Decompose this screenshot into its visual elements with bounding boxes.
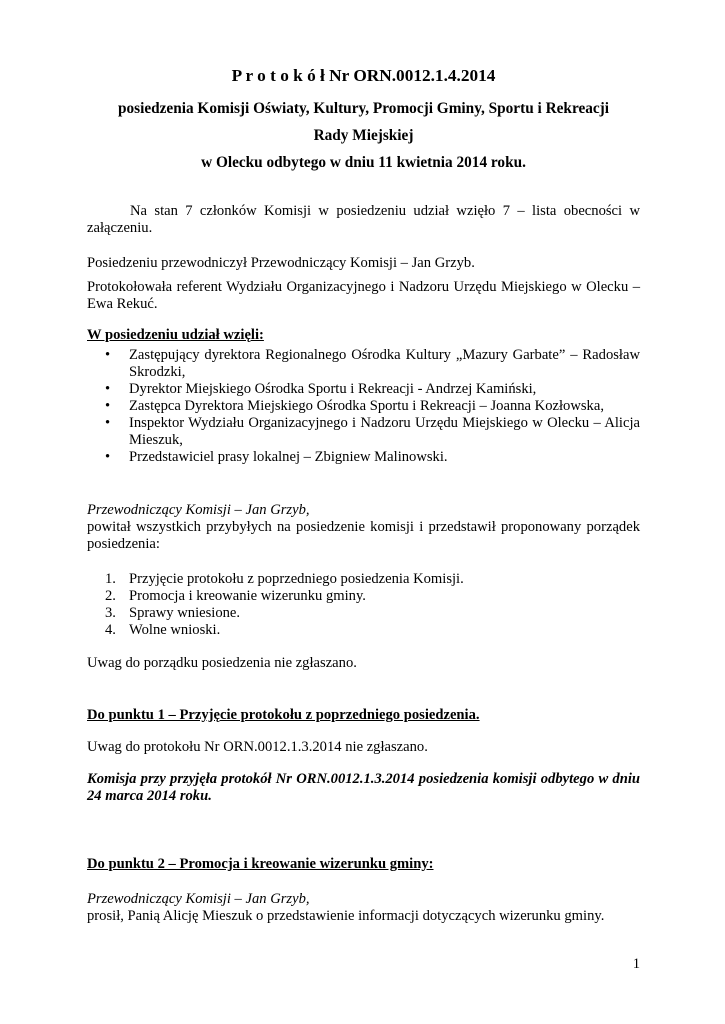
- agenda-number: 3.: [105, 605, 116, 621]
- agenda-list: [87, 571, 640, 639]
- list-item: [87, 415, 640, 449]
- bullet-icon: •: [105, 415, 111, 431]
- opening-speaker: Przewodniczący Komisji – Jan Grzyb,: [87, 502, 310, 518]
- list-item: [87, 398, 640, 415]
- participant-text: Inspektor Wydziału Organizacyjnego i Nadzoru Urzędu Miejskiego w Olecku – Alicja Mieszuk,: [129, 415, 640, 448]
- list-item: [87, 347, 640, 381]
- list-item: [87, 588, 640, 605]
- bullet-icon: •: [105, 398, 111, 414]
- agenda-number: 2.: [105, 588, 116, 604]
- list-item: [87, 605, 640, 622]
- attendance-paragraph: Na stan 7 członków Komisji w posiedzeniu udział wzięło 7 – lista obecności w załączeniu.: [87, 203, 640, 236]
- document-page: [87, 0, 640, 1024]
- participant-text: Dyrektor Miejskiego Ośrodka Sportu i Rekreacji - Andrzej Kamiński,: [129, 381, 537, 397]
- point1-heading: Do punktu 1 – Przyjęcie protokołu z poprzedniego posiedzenia.: [87, 707, 480, 723]
- point1-resolution: Komisja przy przyjęła protokół Nr ORN.0012.1.3.2014 posiedzenia komisji odbytego w dniu 24 marca 2014 roku.: [87, 771, 640, 804]
- agenda-number: 4.: [105, 622, 116, 638]
- list-item: [87, 381, 640, 398]
- point1-remarks: Uwag do protokołu Nr ORN.0012.1.3.2014 nie zgłaszano.: [87, 739, 428, 755]
- agenda-remarks: Uwag do porządku posiedzenia nie zgłaszano.: [87, 655, 357, 671]
- document-subtitle-line3: w Olecku odbytego w dniu 11 kwietnia 2014 roku.: [201, 154, 526, 171]
- minutes-taker-paragraph: Protokołowała referent Wydziału Organizacyjnego i Nadzoru Urzędu Miejskiego w Olecku – Ewa Rekuć.: [87, 279, 640, 312]
- bullet-icon: •: [105, 381, 111, 397]
- list-item: [87, 622, 640, 639]
- document-subtitle-line2: Rady Miejskiej: [313, 127, 414, 144]
- agenda-text: Wolne wnioski.: [129, 622, 221, 638]
- agenda-text: Promocja i kreowanie wizerunku gminy.: [129, 588, 366, 604]
- point2-heading: Do punktu 2 – Promocja i kreowanie wizerunku gminy:: [87, 856, 434, 872]
- agenda-text: Sprawy wniesione.: [129, 605, 241, 621]
- point2-text: prosił, Panią Alicję Mieszuk o przedstawienie informacji dotyczących wizerunku gminy.: [87, 908, 605, 924]
- list-item: [87, 449, 640, 466]
- participants-list: [87, 347, 640, 466]
- participants-heading: W posiedzeniu udział wzięli:: [87, 327, 264, 343]
- participant-text: Zastępca Dyrektora Miejskiego Ośrodka Sportu i Rekreacji – Joanna Kozłowska,: [129, 398, 604, 414]
- page-number: 1: [632, 956, 640, 972]
- list-item: [87, 571, 640, 588]
- participant-text: Przedstawiciel prasy lokalnej – Zbigniew Malinowski.: [129, 449, 448, 465]
- document-subtitle-line1: posiedzenia Komisji Oświaty, Kultury, Promocji Gminy, Sportu i Rekreacji: [117, 100, 610, 117]
- point2-speaker: Przewodniczący Komisji – Jan Grzyb,: [87, 891, 310, 907]
- chair-paragraph: Posiedzeniu przewodniczył Przewodniczący Komisji – Jan Grzyb.: [87, 255, 475, 271]
- bullet-icon: •: [105, 347, 111, 363]
- opening-text: powitał wszystkich przybyłych na posiedzenie komisji i przedstawił proponowany porządek posiedzenia:: [87, 519, 640, 552]
- participant-text: Zastępujący dyrektora Regionalnego Ośrodka Kultury „Mazury Garbate” – Radosław Skrodzki,: [129, 347, 640, 380]
- bullet-icon: •: [105, 449, 111, 465]
- agenda-number: 1.: [105, 571, 116, 587]
- document-title: P r o t o k ó ł Nr ORN.0012.1.4.2014: [231, 66, 496, 85]
- agenda-text: Przyjęcie protokołu z poprzedniego posiedzenia Komisji.: [129, 571, 464, 587]
